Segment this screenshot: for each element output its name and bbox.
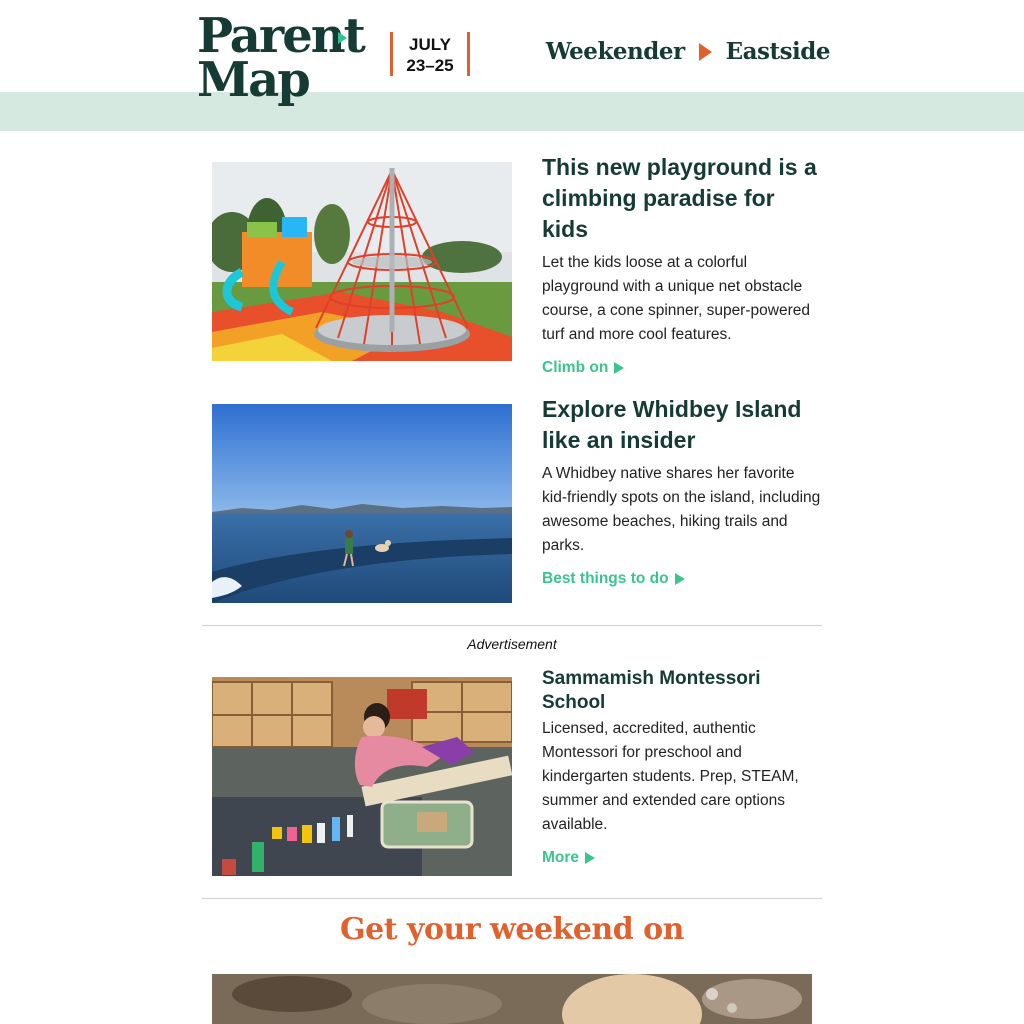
divider: [202, 625, 822, 626]
edition-label: [546, 38, 830, 65]
edition-arrow-icon: [699, 43, 712, 61]
logo-triangle-icon: [338, 32, 347, 44]
article-title[interactable]: Explore Whidbey Island like an insider: [542, 396, 802, 453]
playground-photo[interactable]: [212, 162, 512, 361]
article-description: Let the kids loose at a colorful playground with a unique net obstacle course, a cone spinner, super-powered turf and more cool features.: [542, 254, 810, 343]
divider: [202, 898, 822, 899]
parentmap-logo[interactable]: [197, 8, 364, 108]
cta-label: Climb on: [542, 359, 609, 376]
play-arrow-icon: [675, 573, 685, 585]
logo-word-parent: Parent: [197, 8, 364, 64]
issue-date: [390, 32, 470, 76]
issue-days: 23–25: [406, 56, 454, 75]
edition-weekender: Weekender: [545, 38, 685, 65]
more-link[interactable]: [542, 849, 595, 867]
whidbey-beach-photo[interactable]: [212, 404, 512, 603]
play-arrow-icon: [614, 362, 624, 374]
email-header: [0, 0, 1024, 108]
best-things-to-do-link[interactable]: [542, 570, 685, 588]
advertisement-label: Advertisement: [467, 636, 557, 652]
cta-label: Best things to do: [542, 570, 669, 587]
logo-word-map: Map: [197, 52, 309, 108]
header-band: [0, 92, 1024, 131]
cta-label: More: [542, 849, 580, 866]
climb-on-link[interactable]: [542, 359, 624, 377]
article-title[interactable]: This new playground is a climbing paradise for kids: [542, 154, 817, 242]
ad-description: Licensed, accredited, authentic Montessori for preschool and kindergarten students. Prep, STEAM, summer and extended care options available.: [542, 720, 799, 833]
tidepool-photo[interactable]: [212, 974, 812, 1024]
issue-month: JULY: [409, 35, 451, 54]
section-heading: Get your weekend on: [340, 912, 684, 947]
montessori-classroom-photo[interactable]: [212, 677, 512, 876]
edition-region: Eastside: [725, 38, 830, 65]
ad-title[interactable]: Sammamish Montessori School: [542, 668, 761, 713]
play-arrow-icon: [585, 852, 595, 864]
article-description: A Whidbey native shares her favorite kid-friendly spots on the island, including awesome beaches, hiking trails and parks.: [542, 465, 821, 554]
